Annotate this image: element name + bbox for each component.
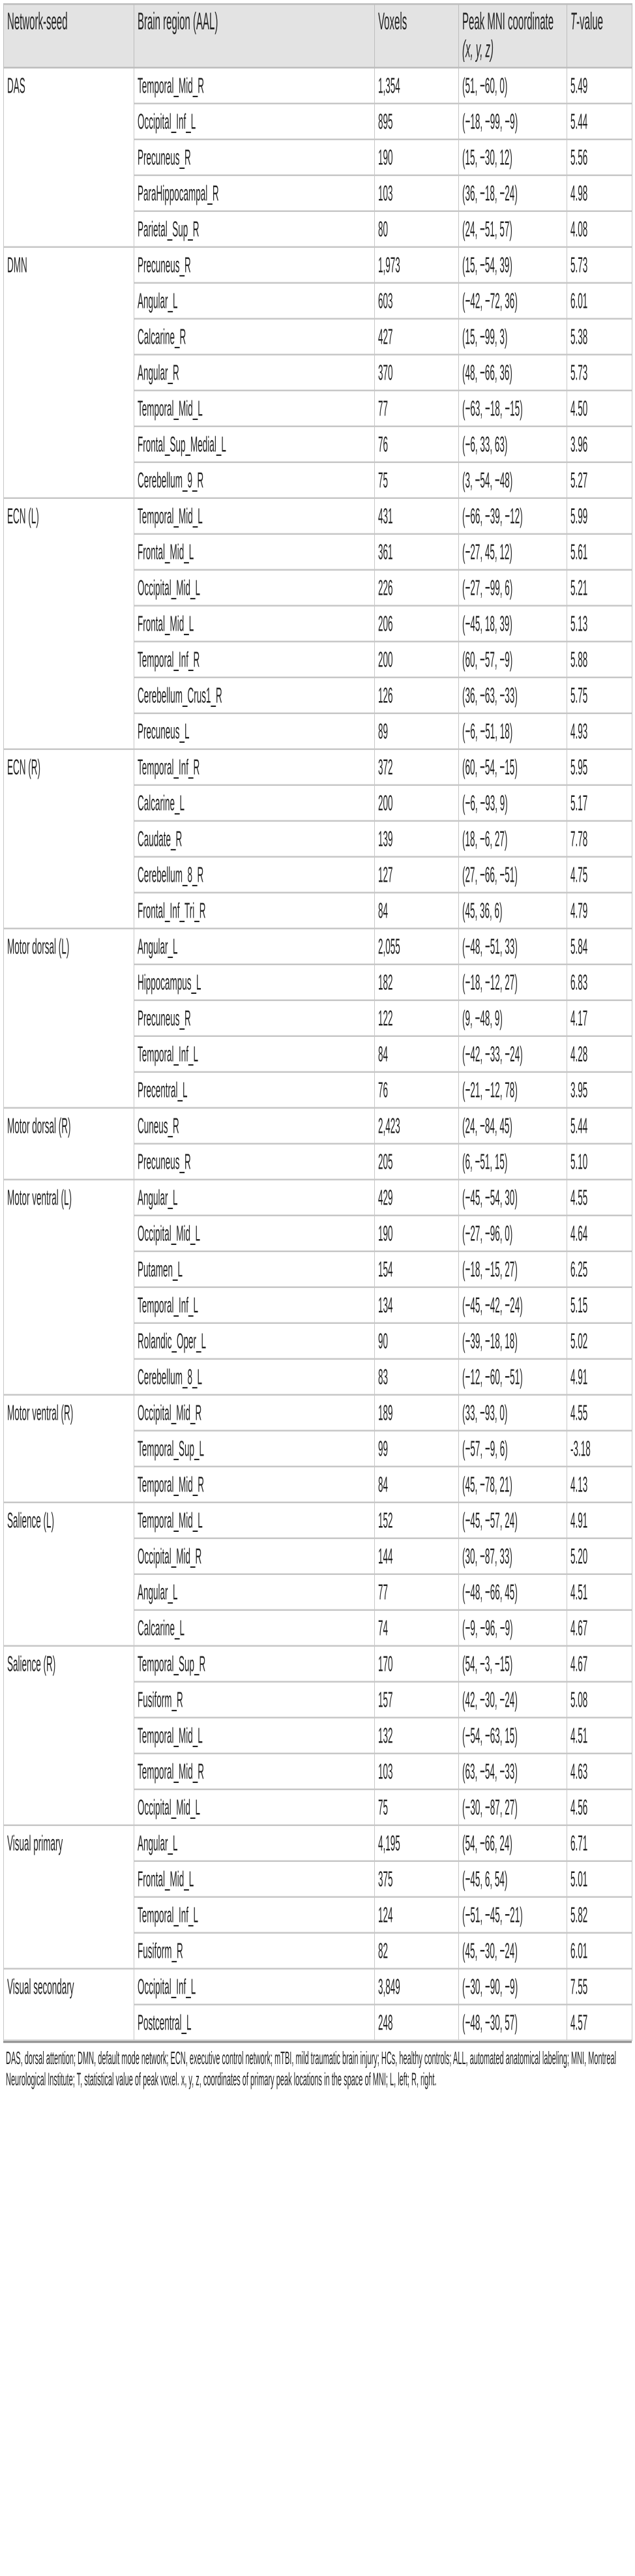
peak-coordinate-cell: (−57, −9, 6) bbox=[459, 1431, 567, 1467]
t-value-cell: 7.78 bbox=[567, 821, 632, 857]
voxels-cell: 427 bbox=[375, 319, 459, 355]
peak-coordinate-cell: (54, −3, −15) bbox=[459, 1646, 567, 1682]
brain-region-cell: Cerebellum_8_L bbox=[134, 1359, 375, 1395]
brain-region-cell: Precuneus_L bbox=[134, 713, 375, 749]
t-value-cell: 5.82 bbox=[567, 1897, 632, 1933]
t-value-cell: 4.64 bbox=[567, 1216, 632, 1251]
t-value-cell: 4.17 bbox=[567, 1000, 632, 1036]
peak-coordinate-cell: (42, −30, −24) bbox=[459, 1682, 567, 1718]
peak-coordinate-cell: (54, −66, 24) bbox=[459, 1825, 567, 1861]
t-value-cell: 5.88 bbox=[567, 642, 632, 678]
voxels-cell: 76 bbox=[375, 1072, 459, 1108]
t-value-cell: 4.67 bbox=[567, 1610, 632, 1646]
voxels-cell: 603 bbox=[375, 283, 459, 319]
voxels-cell: 431 bbox=[375, 498, 459, 534]
peak-coordinate-cell: (60, −57, −9) bbox=[459, 642, 567, 678]
voxels-cell: 103 bbox=[375, 1754, 459, 1790]
voxels-cell: 126 bbox=[375, 678, 459, 713]
brain-region-cell: ParaHippocampal_R bbox=[134, 175, 375, 211]
voxels-cell: 372 bbox=[375, 749, 459, 785]
peak-coordinate-cell: (24, −84, 45) bbox=[459, 1108, 567, 1144]
brain-region-cell: Angular_L bbox=[134, 1180, 375, 1216]
brain-region-cell: Calcarine_L bbox=[134, 785, 375, 821]
voxels-cell: 200 bbox=[375, 785, 459, 821]
t-value-cell: 4.51 bbox=[567, 1718, 632, 1754]
peak-coordinate-cell: (−6, 33, 63) bbox=[459, 427, 567, 462]
voxels-cell: 77 bbox=[375, 391, 459, 427]
header-peak-mni-label: Peak MNI coordinate bbox=[462, 8, 554, 36]
brain-region-cell: Temporal_Mid_R bbox=[134, 1467, 375, 1503]
peak-coordinate-cell: (−6, −93, 9) bbox=[459, 785, 567, 821]
peak-coordinate-cell: (−27, 45, 12) bbox=[459, 534, 567, 570]
peak-coordinate-cell: (−18, −15, 27) bbox=[459, 1251, 567, 1287]
peak-coordinate-cell: (18, −6, 27) bbox=[459, 821, 567, 857]
peak-coordinate-cell: (−12, −60, −51) bbox=[459, 1359, 567, 1395]
table-footnote: DAS, dorsal attention; DMN, default mode network; ECN, executive control network; mTBI, mild traumatic brain injury; HCs, healthy controls; ALL, automated anatomical labeling; MNI, Montreal Neurological Institute; T, statistical value of peak voxel. x, y, z, coordinates of primary peak locations in the space of MNI; L, left; R, right. bbox=[3, 2041, 632, 2092]
table-row bbox=[4, 1969, 632, 2005]
voxels-cell: 182 bbox=[375, 965, 459, 1000]
brain-region-cell: Cuneus_R bbox=[134, 1108, 375, 1144]
t-value-cell: 5.99 bbox=[567, 498, 632, 534]
header-voxels: Voxels bbox=[375, 4, 459, 68]
brain-region-cell: Temporal_Mid_L bbox=[134, 498, 375, 534]
peak-coordinate-cell: (−42, −72, 36) bbox=[459, 283, 567, 319]
t-value-cell: 5.95 bbox=[567, 749, 632, 785]
brain-region-cell: Temporal_Sup_L bbox=[134, 1431, 375, 1467]
table-row bbox=[4, 1108, 632, 1144]
voxels-cell: 170 bbox=[375, 1646, 459, 1682]
voxels-cell: 83 bbox=[375, 1359, 459, 1395]
voxels-cell: 189 bbox=[375, 1395, 459, 1431]
brain-region-cell: Angular_R bbox=[134, 355, 375, 391]
brain-region-cell: Fusiform_R bbox=[134, 1682, 375, 1718]
table-row bbox=[4, 1646, 632, 1682]
t-value-cell: 5.73 bbox=[567, 355, 632, 391]
peak-coordinate-cell: (36, −18, −24) bbox=[459, 175, 567, 211]
t-value-cell: 6.25 bbox=[567, 1251, 632, 1287]
network-seed-cell: DMN bbox=[4, 247, 134, 498]
voxels-cell: 76 bbox=[375, 427, 459, 462]
brain-region-cell: Temporal_Inf_R bbox=[134, 642, 375, 678]
peak-coordinate-cell: (−54, −63, 15) bbox=[459, 1718, 567, 1754]
table-row bbox=[4, 498, 632, 534]
t-value-cell: 5.13 bbox=[567, 606, 632, 642]
voxels-cell: 103 bbox=[375, 175, 459, 211]
voxels-cell: 190 bbox=[375, 140, 459, 175]
t-value-cell: -3.18 bbox=[567, 1431, 632, 1467]
voxels-cell: 2,423 bbox=[375, 1108, 459, 1144]
t-value-cell: 7.55 bbox=[567, 1969, 632, 2005]
peak-coordinate-cell: (15, −30, 12) bbox=[459, 140, 567, 175]
t-value-cell: 3.96 bbox=[567, 427, 632, 462]
t-value-cell: 4.75 bbox=[567, 857, 632, 893]
brain-region-cell: Cerebellum_Crus1_R bbox=[134, 678, 375, 713]
brain-region-cell: Temporal_Mid_L bbox=[134, 1503, 375, 1538]
brain-region-cell: Calcarine_L bbox=[134, 1610, 375, 1646]
brain-region-cell: Postcentral_L bbox=[134, 2005, 375, 2041]
peak-coordinate-cell: (−48, −66, 45) bbox=[459, 1574, 567, 1610]
voxels-cell: 248 bbox=[375, 2005, 459, 2041]
brain-region-cell: Parietal_Sup_R bbox=[134, 211, 375, 247]
network-seed-cell: Visual primary bbox=[4, 1825, 134, 1969]
peak-coordinate-cell: (15, −99, 3) bbox=[459, 319, 567, 355]
voxels-cell: 132 bbox=[375, 1718, 459, 1754]
t-value-cell: 5.20 bbox=[567, 1538, 632, 1574]
brain-region-cell: Precuneus_R bbox=[134, 247, 375, 283]
peak-coordinate-cell: (45, 36, 6) bbox=[459, 893, 567, 929]
brain-region-cell: Fusiform_R bbox=[134, 1933, 375, 1969]
header-network-seed: Network-seed bbox=[4, 4, 134, 68]
t-value-cell: 6.01 bbox=[567, 283, 632, 319]
brain-region-cell: Putamen_L bbox=[134, 1251, 375, 1287]
results-table bbox=[3, 3, 632, 2041]
peak-coordinate-cell: (−18, −12, 27) bbox=[459, 965, 567, 1000]
brain-region-cell: Frontal_Mid_L bbox=[134, 1861, 375, 1897]
voxels-cell: 90 bbox=[375, 1323, 459, 1359]
brain-region-cell: Temporal_Inf_L bbox=[134, 1897, 375, 1933]
voxels-cell: 80 bbox=[375, 211, 459, 247]
peak-coordinate-cell: (51, −60, 0) bbox=[459, 68, 567, 104]
t-value-cell: 4.57 bbox=[567, 2005, 632, 2041]
voxels-cell: 226 bbox=[375, 570, 459, 606]
table-row bbox=[4, 929, 632, 965]
voxels-cell: 429 bbox=[375, 1180, 459, 1216]
t-value-cell: 5.38 bbox=[567, 319, 632, 355]
peak-coordinate-cell: (−63, −18, −15) bbox=[459, 391, 567, 427]
voxels-cell: 2,055 bbox=[375, 929, 459, 965]
network-seed-cell: Visual secondary bbox=[4, 1969, 134, 2041]
brain-region-cell: Frontal_Sup_Medial_L bbox=[134, 427, 375, 462]
peak-coordinate-cell: (−21, −12, 78) bbox=[459, 1072, 567, 1108]
brain-region-cell: Temporal_Mid_R bbox=[134, 68, 375, 104]
voxels-cell: 206 bbox=[375, 606, 459, 642]
voxels-cell: 370 bbox=[375, 355, 459, 391]
brain-region-cell: Occipital_Mid_L bbox=[134, 1790, 375, 1825]
peak-coordinate-cell: (−27, −99, 6) bbox=[459, 570, 567, 606]
peak-coordinate-cell: (−45, 18, 39) bbox=[459, 606, 567, 642]
header-peak-mni-coords: (x, y, z) bbox=[462, 36, 494, 64]
brain-region-cell: Occipital_Inf_L bbox=[134, 104, 375, 140]
voxels-cell: 152 bbox=[375, 1503, 459, 1538]
t-value-cell: 6.71 bbox=[567, 1825, 632, 1861]
brain-region-cell: Cerebellum_8_R bbox=[134, 857, 375, 893]
t-value-cell: 4.98 bbox=[567, 175, 632, 211]
peak-coordinate-cell: (−18, −99, −9) bbox=[459, 104, 567, 140]
peak-coordinate-cell: (−45, −57, 24) bbox=[459, 1503, 567, 1538]
voxels-cell: 139 bbox=[375, 821, 459, 857]
header-t-letter: T bbox=[570, 8, 577, 36]
t-value-cell: 5.01 bbox=[567, 1861, 632, 1897]
peak-coordinate-cell: (−51, −45, −21) bbox=[459, 1897, 567, 1933]
t-value-cell: 4.50 bbox=[567, 391, 632, 427]
peak-coordinate-cell: (−48, −51, 33) bbox=[459, 929, 567, 965]
peak-coordinate-cell: (−48, −30, 57) bbox=[459, 2005, 567, 2041]
peak-coordinate-cell: (−9, −96, −9) bbox=[459, 1610, 567, 1646]
peak-coordinate-cell: (−30, −87, 27) bbox=[459, 1790, 567, 1825]
peak-coordinate-cell: (9, −48, 9) bbox=[459, 1000, 567, 1036]
brain-region-cell: Cerebellum_9_R bbox=[134, 462, 375, 498]
t-value-cell: 4.55 bbox=[567, 1180, 632, 1216]
voxels-cell: 361 bbox=[375, 534, 459, 570]
voxels-cell: 99 bbox=[375, 1431, 459, 1467]
voxels-cell: 375 bbox=[375, 1861, 459, 1897]
voxels-cell: 74 bbox=[375, 1610, 459, 1646]
peak-coordinate-cell: (33, −93, 0) bbox=[459, 1395, 567, 1431]
t-value-cell: 4.13 bbox=[567, 1467, 632, 1503]
peak-coordinate-cell: (45, −78, 21) bbox=[459, 1467, 567, 1503]
t-value-cell: 5.49 bbox=[567, 68, 632, 104]
t-value-cell: 4.91 bbox=[567, 1359, 632, 1395]
t-value-cell: 5.15 bbox=[567, 1287, 632, 1323]
brain-region-cell: Temporal_Inf_R bbox=[134, 749, 375, 785]
table-row bbox=[4, 1395, 632, 1431]
brain-region-cell: Calcarine_R bbox=[134, 319, 375, 355]
table-container bbox=[3, 3, 632, 2092]
peak-coordinate-cell: (−39, −18, 18) bbox=[459, 1323, 567, 1359]
voxels-cell: 1,973 bbox=[375, 247, 459, 283]
voxels-cell: 89 bbox=[375, 713, 459, 749]
table-row bbox=[4, 1825, 632, 1861]
brain-region-cell: Precuneus_R bbox=[134, 1144, 375, 1180]
brain-region-cell: Occipital_Mid_L bbox=[134, 570, 375, 606]
network-seed-cell: Salience (R) bbox=[4, 1646, 134, 1825]
brain-region-cell: Occipital_Mid_R bbox=[134, 1538, 375, 1574]
peak-coordinate-cell: (60, −54, −15) bbox=[459, 749, 567, 785]
peak-coordinate-cell: (−45, −42, −24) bbox=[459, 1287, 567, 1323]
table-row bbox=[4, 247, 632, 283]
header-row bbox=[4, 4, 632, 68]
brain-region-cell: Angular_L bbox=[134, 283, 375, 319]
network-seed-cell: Motor dorsal (L) bbox=[4, 929, 134, 1108]
header-peak-mni bbox=[459, 4, 567, 68]
t-value-cell: 4.55 bbox=[567, 1395, 632, 1431]
peak-coordinate-cell: (48, −66, 36) bbox=[459, 355, 567, 391]
brain-region-cell: Frontal_Inf_Tri_R bbox=[134, 893, 375, 929]
peak-coordinate-cell: (27, −66, −51) bbox=[459, 857, 567, 893]
voxels-cell: 200 bbox=[375, 642, 459, 678]
t-value-cell: 5.21 bbox=[567, 570, 632, 606]
voxels-cell: 144 bbox=[375, 1538, 459, 1574]
network-seed-cell: ECN (L) bbox=[4, 498, 134, 749]
brain-region-cell: Angular_L bbox=[134, 929, 375, 965]
peak-coordinate-cell: (−27, −96, 0) bbox=[459, 1216, 567, 1251]
brain-region-cell: Occipital_Mid_L bbox=[134, 1216, 375, 1251]
t-value-cell: 5.17 bbox=[567, 785, 632, 821]
voxels-cell: 154 bbox=[375, 1251, 459, 1287]
t-value-cell: 5.75 bbox=[567, 678, 632, 713]
table-body bbox=[4, 68, 632, 2041]
t-value-cell: 5.02 bbox=[567, 1323, 632, 1359]
voxels-cell: 1,354 bbox=[375, 68, 459, 104]
voxels-cell: 3,849 bbox=[375, 1969, 459, 2005]
voxels-cell: 75 bbox=[375, 1790, 459, 1825]
brain-region-cell: Precuneus_R bbox=[134, 140, 375, 175]
table-row bbox=[4, 1180, 632, 1216]
brain-region-cell: Temporal_Mid_L bbox=[134, 391, 375, 427]
t-value-cell: 5.84 bbox=[567, 929, 632, 965]
t-value-cell: 6.83 bbox=[567, 965, 632, 1000]
network-seed-cell: Salience (L) bbox=[4, 1503, 134, 1646]
network-seed-cell: DAS bbox=[4, 68, 134, 247]
brain-region-cell: Precuneus_R bbox=[134, 1000, 375, 1036]
t-value-cell: 6.01 bbox=[567, 1933, 632, 1969]
peak-coordinate-cell: (−42, −33, −24) bbox=[459, 1036, 567, 1072]
t-value-cell: 5.10 bbox=[567, 1144, 632, 1180]
peak-coordinate-cell: (−6, −51, 18) bbox=[459, 713, 567, 749]
header-brain-region: Brain region (AAL) bbox=[134, 4, 375, 68]
brain-region-cell: Caudate_R bbox=[134, 821, 375, 857]
brain-region-cell: Occipital_Inf_L bbox=[134, 1969, 375, 2005]
brain-region-cell: Temporal_Inf_L bbox=[134, 1287, 375, 1323]
peak-coordinate-cell: (−45, 6, 54) bbox=[459, 1861, 567, 1897]
t-value-cell: 4.08 bbox=[567, 211, 632, 247]
t-value-cell: 4.56 bbox=[567, 1790, 632, 1825]
voxels-cell: 124 bbox=[375, 1897, 459, 1933]
header-t-suffix: -value bbox=[576, 8, 604, 36]
voxels-cell: 75 bbox=[375, 462, 459, 498]
header-t-value bbox=[567, 4, 632, 68]
t-value-cell: 4.67 bbox=[567, 1646, 632, 1682]
brain-region-cell: Angular_L bbox=[134, 1574, 375, 1610]
table-row bbox=[4, 68, 632, 104]
network-seed-cell: Motor ventral (R) bbox=[4, 1395, 134, 1503]
voxels-cell: 84 bbox=[375, 1467, 459, 1503]
t-value-cell: 5.73 bbox=[567, 247, 632, 283]
peak-coordinate-cell: (−66, −39, −12) bbox=[459, 498, 567, 534]
network-seed-cell: ECN (R) bbox=[4, 749, 134, 929]
voxels-cell: 134 bbox=[375, 1287, 459, 1323]
t-value-cell: 5.56 bbox=[567, 140, 632, 175]
voxels-cell: 4,195 bbox=[375, 1825, 459, 1861]
peak-coordinate-cell: (24, −51, 57) bbox=[459, 211, 567, 247]
peak-coordinate-cell: (−45, −54, 30) bbox=[459, 1180, 567, 1216]
peak-coordinate-cell: (30, −87, 33) bbox=[459, 1538, 567, 1574]
peak-coordinate-cell: (15, −54, 39) bbox=[459, 247, 567, 283]
brain-region-cell: Angular_L bbox=[134, 1825, 375, 1861]
brain-region-cell: Temporal_Sup_R bbox=[134, 1646, 375, 1682]
brain-region-cell: Temporal_Mid_L bbox=[134, 1718, 375, 1754]
peak-coordinate-cell: (3, −54, −48) bbox=[459, 462, 567, 498]
t-value-cell: 4.91 bbox=[567, 1503, 632, 1538]
t-value-cell: 4.93 bbox=[567, 713, 632, 749]
peak-coordinate-cell: (6, −51, 15) bbox=[459, 1144, 567, 1180]
table-row bbox=[4, 749, 632, 785]
table-row bbox=[4, 1503, 632, 1538]
voxels-cell: 190 bbox=[375, 1216, 459, 1251]
brain-region-cell: Precentral_L bbox=[134, 1072, 375, 1108]
voxels-cell: 205 bbox=[375, 1144, 459, 1180]
voxels-cell: 84 bbox=[375, 893, 459, 929]
t-value-cell: 4.28 bbox=[567, 1036, 632, 1072]
voxels-cell: 157 bbox=[375, 1682, 459, 1718]
t-value-cell: 5.27 bbox=[567, 462, 632, 498]
brain-region-cell: Temporal_Mid_R bbox=[134, 1754, 375, 1790]
peak-coordinate-cell: (45, −30, −24) bbox=[459, 1933, 567, 1969]
brain-region-cell: Frontal_Mid_L bbox=[134, 534, 375, 570]
t-value-cell: 5.44 bbox=[567, 104, 632, 140]
t-value-cell: 5.08 bbox=[567, 1682, 632, 1718]
voxels-cell: 84 bbox=[375, 1036, 459, 1072]
peak-coordinate-cell: (36, −63, −33) bbox=[459, 678, 567, 713]
peak-coordinate-cell: (63, −54, −33) bbox=[459, 1754, 567, 1790]
brain-region-cell: Rolandic_Oper_L bbox=[134, 1323, 375, 1359]
t-value-cell: 4.79 bbox=[567, 893, 632, 929]
brain-region-cell: Hippocampus_L bbox=[134, 965, 375, 1000]
brain-region-cell: Frontal_Mid_L bbox=[134, 606, 375, 642]
t-value-cell: 4.51 bbox=[567, 1574, 632, 1610]
voxels-cell: 127 bbox=[375, 857, 459, 893]
t-value-cell: 5.44 bbox=[567, 1108, 632, 1144]
voxels-cell: 122 bbox=[375, 1000, 459, 1036]
t-value-cell: 5.61 bbox=[567, 534, 632, 570]
t-value-cell: 3.95 bbox=[567, 1072, 632, 1108]
voxels-cell: 895 bbox=[375, 104, 459, 140]
brain-region-cell: Occipital_Mid_R bbox=[134, 1395, 375, 1431]
network-seed-cell: Motor ventral (L) bbox=[4, 1180, 134, 1395]
voxels-cell: 77 bbox=[375, 1574, 459, 1610]
network-seed-cell: Motor dorsal (R) bbox=[4, 1108, 134, 1180]
peak-coordinate-cell: (−30, −90, −9) bbox=[459, 1969, 567, 2005]
brain-region-cell: Temporal_Inf_L bbox=[134, 1036, 375, 1072]
voxels-cell: 82 bbox=[375, 1933, 459, 1969]
t-value-cell: 4.63 bbox=[567, 1754, 632, 1790]
